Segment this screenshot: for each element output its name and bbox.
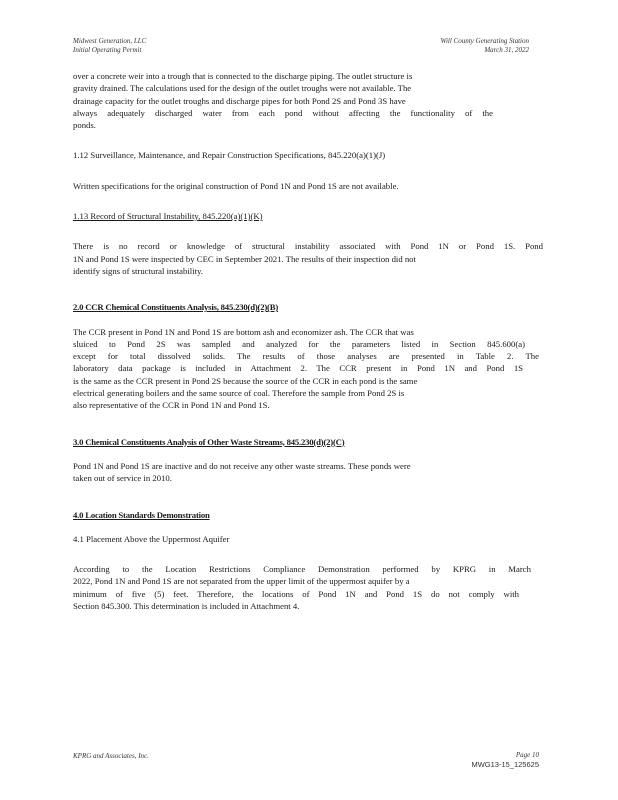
section-4-1-heading: 4.1 Placement Above the Uppermost Aquifer xyxy=(73,533,230,544)
paragraph-line: The CCR present in Pond 1N and Pond 1S are bottom ash and economizer ash. The CCR that was xyxy=(73,326,414,337)
intro-line: always adequately discharged water from each pond without affecting the functionality of the xyxy=(73,107,493,118)
section-1-13-paragraph xyxy=(73,240,543,277)
header-permit: Initial Operating Permit xyxy=(73,46,142,54)
paragraph-line: identify signs of structural instability. xyxy=(73,265,203,276)
paragraph-line: Section 845.300. This determination is included in Attachment 4. xyxy=(73,601,300,612)
page-number: Page 10 xyxy=(515,751,539,759)
section-2-0-paragraph xyxy=(73,326,543,412)
header-left xyxy=(73,37,146,55)
section-3-0-heading: 3.0 Chemical Constituents Analysis of Other Waste Streams, 845.230(d)(2)(C) xyxy=(73,436,345,447)
paragraph-line: also representative of the CCR in Pond 1N and Pond 1S. xyxy=(73,400,270,411)
header-date: March 31, 2022 xyxy=(484,46,529,54)
section-4-1-paragraph xyxy=(73,563,543,612)
paragraph-line: electrical generating boilers and the same source of coal. Therefore the sample from Pond 2S is xyxy=(73,388,405,399)
section-1-12-text: Written specifications for the original construction of Pond 1N and Pond 1S are not available. xyxy=(73,180,399,191)
paragraph-line: There is no record or knowledge of structural instability associated with Pond 1N or Pond 1S. Pond xyxy=(73,241,543,252)
section-2-0-heading: 2.0 CCR Chemical Constituents Analysis, 845.230(d)(2)(B) xyxy=(73,302,279,313)
section-4-0-heading: 4.0 Location Standards Demonstration xyxy=(73,509,210,520)
intro-line: ponds. xyxy=(73,120,96,131)
paragraph-line: 1N and Pond 1S were inspected by CEC in September 2021. The results of their inspection did not xyxy=(73,253,416,264)
footer-author: KPRG and Associates, Inc. xyxy=(73,752,149,760)
footer-right xyxy=(440,751,539,769)
paragraph-line: sluiced to Pond 2S was sampled and analyzed for the parameters listed in Section 845.600(a) xyxy=(73,338,525,349)
paragraph-line: except for total dissolved solids. The results of those analyses are presented in Table 2. The xyxy=(73,351,539,362)
header-right xyxy=(419,37,529,55)
paragraph-line: 2022, Pond 1N and Pond 1S are not separated from the upper limit of the uppermost aquifer by a xyxy=(73,576,410,587)
paragraph-line: minimum of five (5) feet. Therefore, the locations of Pond 1N and Pond 1S do not comply with xyxy=(73,588,519,599)
intro-line: drainage capacity for the outlet troughs and discharge pipes for both Pond 2S and Pond 3S have xyxy=(73,95,406,106)
section-1-13-heading: 1.13 Record of Structural Instability, 845.220(a)(1)(K) xyxy=(73,211,263,222)
intro-line: over a concrete weir into a trough that is connected to the discharge piping. The outlet structure is xyxy=(73,71,413,81)
bates-number: MWG13-15_125625 xyxy=(471,760,539,769)
paragraph-line: According to the Location Restrictions Compliance Demonstration performed by KPRG in March xyxy=(73,564,531,575)
section-1-12-heading: 1.12 Surveillance, Maintenance, and Repair Construction Specifications, 845.220(a)(1)(J) xyxy=(73,150,386,161)
paragraph-line: taken out of service in 2010. xyxy=(73,473,172,484)
header-company: Midwest Generation, LLC xyxy=(73,37,147,45)
intro-paragraph xyxy=(73,70,543,131)
header-station: Will County Generating Station xyxy=(440,37,529,45)
paragraph-line: is the same as the CCR present in Pond 2S because the source of the CCR in each pond is the same xyxy=(73,375,418,386)
section-3-0-paragraph xyxy=(73,460,543,485)
paragraph-line: laboratory data package is included in Attachment 2. The CCR present in Pond 1N and Pond 1S xyxy=(73,363,523,374)
paragraph-line: Pond 1N and Pond 1S are inactive and do not receive any other waste streams. These ponds were xyxy=(73,460,411,471)
document-body xyxy=(73,70,543,612)
intro-line: gravity drained. The calculations used for the design of the outlet troughs were not available. The xyxy=(73,83,412,94)
